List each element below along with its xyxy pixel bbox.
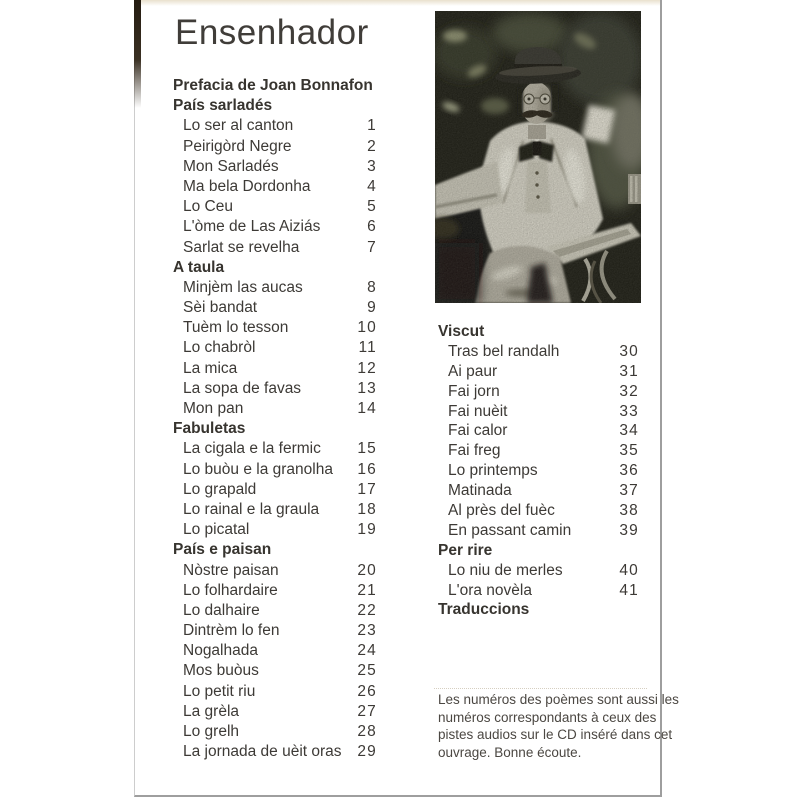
- toc-entry: [173, 116, 377, 136]
- toc-entry: [173, 177, 377, 197]
- toc-entry-page-number: 2: [367, 137, 377, 155]
- page-corner-shadow: [134, 0, 141, 108]
- toc-entry: [438, 362, 639, 382]
- toc-entry: [173, 238, 377, 258]
- toc-entry-label: Ma bela Dordonha: [183, 177, 311, 195]
- toc-entry: [438, 421, 639, 441]
- toc-entry: [173, 722, 377, 742]
- toc-entry-page-number: 29: [357, 743, 377, 761]
- toc-entry: [173, 278, 377, 298]
- toc-entry: [438, 342, 639, 362]
- toc-entry-label: Fai jorn: [448, 382, 500, 400]
- toc-entry: [173, 217, 377, 237]
- toc-entry: [438, 501, 639, 521]
- toc-entry-page-number: 12: [357, 359, 377, 377]
- toc-entry-label: Lo dalhaire: [183, 601, 260, 619]
- toc-entry-label: Lo chabròl: [183, 339, 256, 357]
- toc-entry: [173, 338, 377, 358]
- toc-entry-page-number: 3: [367, 157, 377, 175]
- toc-entry: [173, 318, 377, 338]
- toc-entry-page-number: 16: [357, 460, 377, 478]
- toc-entry-label: Peirigòrd Negre: [183, 137, 292, 155]
- page-title: Ensenhador: [175, 13, 369, 52]
- audio-cd-note-line: numéros correspondants à ceux des: [438, 709, 657, 725]
- toc-entry-label: A taula: [173, 258, 225, 276]
- toc-entry-label: Fai freg: [448, 442, 501, 460]
- toc-entry-page-number: 9: [367, 299, 377, 317]
- toc-entry-page-number: 6: [367, 218, 377, 236]
- toc-entry: [173, 480, 377, 500]
- toc-entry-label: Lo petit riu: [183, 682, 256, 700]
- toc-section-heading: [173, 76, 377, 96]
- toc-right-column: [438, 322, 639, 620]
- toc-entry-page-number: 31: [619, 362, 639, 380]
- toc-entry-label: Sarlat se revelha: [183, 238, 300, 256]
- portrait-photo: [435, 11, 641, 303]
- toc-entry: [173, 581, 377, 601]
- toc-entry: [173, 682, 377, 702]
- toc-entry-label: Sèi bandat: [183, 299, 258, 317]
- toc-entry: [173, 460, 377, 480]
- toc-entry-page-number: 4: [367, 177, 377, 195]
- toc-entry-label: Ai paur: [448, 362, 498, 380]
- toc-entry: [438, 461, 639, 481]
- toc-entry-page-number: 33: [619, 402, 639, 420]
- toc-entry: [438, 521, 639, 541]
- toc-entry: [173, 661, 377, 681]
- toc-entry-page-number: 39: [619, 521, 639, 539]
- toc-entry-label: Matinada: [448, 482, 512, 500]
- toc-entry-page-number: 11: [358, 339, 377, 357]
- toc-entry-page-number: 14: [357, 400, 377, 417]
- toc-entry-label: Lo rainal e la graula: [183, 500, 320, 518]
- toc-entry-label: La cigala e la fermic: [183, 440, 321, 458]
- toc-entry-label: En passant camin: [448, 521, 572, 539]
- toc-entry: [173, 137, 377, 157]
- toc-entry-label: Al près del fuèc: [448, 502, 555, 520]
- toc-entry-label: Lo grelh: [183, 723, 240, 740]
- toc-entry: [173, 157, 377, 177]
- toc-entry-page-number: 41: [619, 581, 639, 599]
- toc-entry-page-number: 35: [619, 442, 639, 460]
- toc-entry-page-number: 7: [367, 238, 377, 256]
- toc-entry-page-number: 30: [619, 342, 639, 360]
- toc-entry-label: Lo Ceu: [183, 198, 233, 216]
- toc-entry: [173, 500, 377, 520]
- toc-entry: [438, 481, 639, 501]
- toc-entry-label: L'ora novèla: [448, 581, 532, 599]
- toc-entry-label: Traduccions: [438, 601, 530, 619]
- toc-entry: [173, 702, 377, 722]
- toc-entry-page-number: 27: [357, 702, 377, 720]
- toc-entry: [173, 298, 377, 318]
- toc-entry-page-number: 36: [619, 462, 639, 480]
- toc-entry-page-number: 13: [357, 379, 377, 397]
- toc-entry-label: Minjèm las aucas: [183, 278, 303, 296]
- toc-entry-label: Lo ser al canton: [183, 117, 294, 135]
- toc-entry-label: Dintrèm lo fen: [183, 622, 280, 640]
- toc-entry: [438, 581, 639, 601]
- toc-entry-page-number: 23: [357, 622, 377, 640]
- toc-entry-label: La jornada de uèit oras: [183, 743, 342, 761]
- toc-entry-label: Fai nuèit: [448, 402, 508, 420]
- toc-entry-label: La mica: [183, 359, 238, 377]
- toc-entry: [173, 742, 377, 762]
- toc-entry-label: Mon Sarladés: [183, 157, 279, 175]
- toc-entry-label: L'òme de Las Aiziás: [183, 218, 321, 236]
- audio-cd-note-line: ouvrage. Bonne écoute.: [438, 744, 582, 760]
- toc-entry-page-number: 1: [367, 117, 377, 135]
- toc-entry-label: Per rire: [438, 541, 493, 559]
- toc-left-column: [173, 76, 377, 762]
- toc-entry: [173, 399, 377, 419]
- toc-section-heading: [173, 540, 377, 560]
- toc-section-heading: [173, 419, 377, 439]
- portrait-photo-art: [435, 11, 641, 303]
- toc-entry-label: Nòstre paisan: [183, 561, 279, 579]
- toc-entry-label: Mos buòus: [183, 662, 259, 680]
- toc-section-heading: [438, 600, 639, 620]
- toc-entry: [173, 641, 377, 661]
- toc-entry: [173, 601, 377, 621]
- toc-entry-label: País e paisan: [173, 541, 272, 559]
- toc-entry-page-number: 21: [357, 581, 377, 599]
- toc-entry-page-number: 28: [357, 723, 377, 740]
- toc-entry-page-number: 24: [357, 642, 377, 660]
- toc-entry-label: Lo grapald: [183, 480, 257, 498]
- toc-entry: [438, 382, 639, 402]
- toc-entry-label: País sarladés: [173, 97, 273, 115]
- toc-entry-label: Tras bel randalh: [448, 342, 560, 360]
- toc-entry: [173, 621, 377, 641]
- toc-entry-label: Mon pan: [183, 400, 244, 417]
- book-page-scan: [134, 0, 679, 797]
- toc-entry-label: La grèla: [183, 702, 240, 720]
- audio-cd-note-line: Les numéros des poèmes sont aussi les: [438, 692, 679, 707]
- audio-cd-note: [438, 691, 679, 761]
- toc-entry-label: Lo picatal: [183, 521, 250, 539]
- toc-entry-label: Lo buòu e la granolha: [183, 460, 333, 478]
- toc-entry-label: Lo folhardaire: [183, 581, 278, 599]
- toc-entry-label: La sopa de favas: [183, 379, 302, 397]
- toc-entry-label: Viscut: [438, 323, 485, 340]
- toc-entry-page-number: 32: [619, 382, 639, 400]
- toc-entry-label: Prefacia de Joan Bonnafon: [173, 77, 373, 94]
- toc-entry-page-number: 40: [619, 561, 639, 579]
- audio-cd-note-line: pistes audios sur le CD inséré dans cet: [438, 727, 673, 742]
- toc-entry: [438, 441, 639, 461]
- toc-entry: [173, 561, 377, 581]
- toc-entry-page-number: 37: [619, 482, 639, 500]
- toc-entry: [438, 402, 639, 422]
- toc-entry-page-number: 25: [357, 662, 377, 680]
- toc-entry-page-number: 17: [357, 480, 377, 498]
- toc-entry: [438, 561, 639, 581]
- toc-entry-page-number: 22: [357, 601, 377, 619]
- toc-section-heading: [438, 322, 639, 342]
- toc-entry-page-number: 18: [357, 500, 377, 518]
- toc-entry-page-number: 10: [357, 319, 377, 337]
- toc-entry: [173, 359, 377, 379]
- toc-entry-label: Nogalhada: [183, 642, 258, 660]
- toc-entry-page-number: 26: [357, 682, 377, 700]
- toc-entry-label: Lo printemps: [448, 462, 538, 480]
- toc-entry-page-number: 38: [619, 502, 639, 520]
- toc-entry-label: Fabuletas: [173, 420, 246, 438]
- toc-entry-page-number: 19: [357, 521, 377, 539]
- toc-section-heading: [173, 96, 377, 116]
- note-separator-line: [434, 688, 647, 689]
- toc-entry-label: Tuèm lo tesson: [183, 319, 289, 337]
- toc-section-heading: [173, 258, 377, 278]
- toc-entry: [173, 520, 377, 540]
- toc-entry: [173, 197, 377, 217]
- toc-entry-page-number: 8: [367, 278, 377, 296]
- toc-entry: [173, 379, 377, 399]
- toc-entry-page-number: 20: [357, 561, 377, 579]
- toc-entry-label: Lo niu de merles: [448, 561, 563, 579]
- toc-entry-page-number: 5: [367, 198, 377, 216]
- toc-entry: [173, 439, 377, 459]
- toc-entry-label: Fai calor: [448, 422, 508, 440]
- toc-entry-page-number: 34: [619, 422, 639, 440]
- toc-section-heading: [438, 541, 639, 561]
- toc-entry-page-number: 15: [357, 440, 377, 458]
